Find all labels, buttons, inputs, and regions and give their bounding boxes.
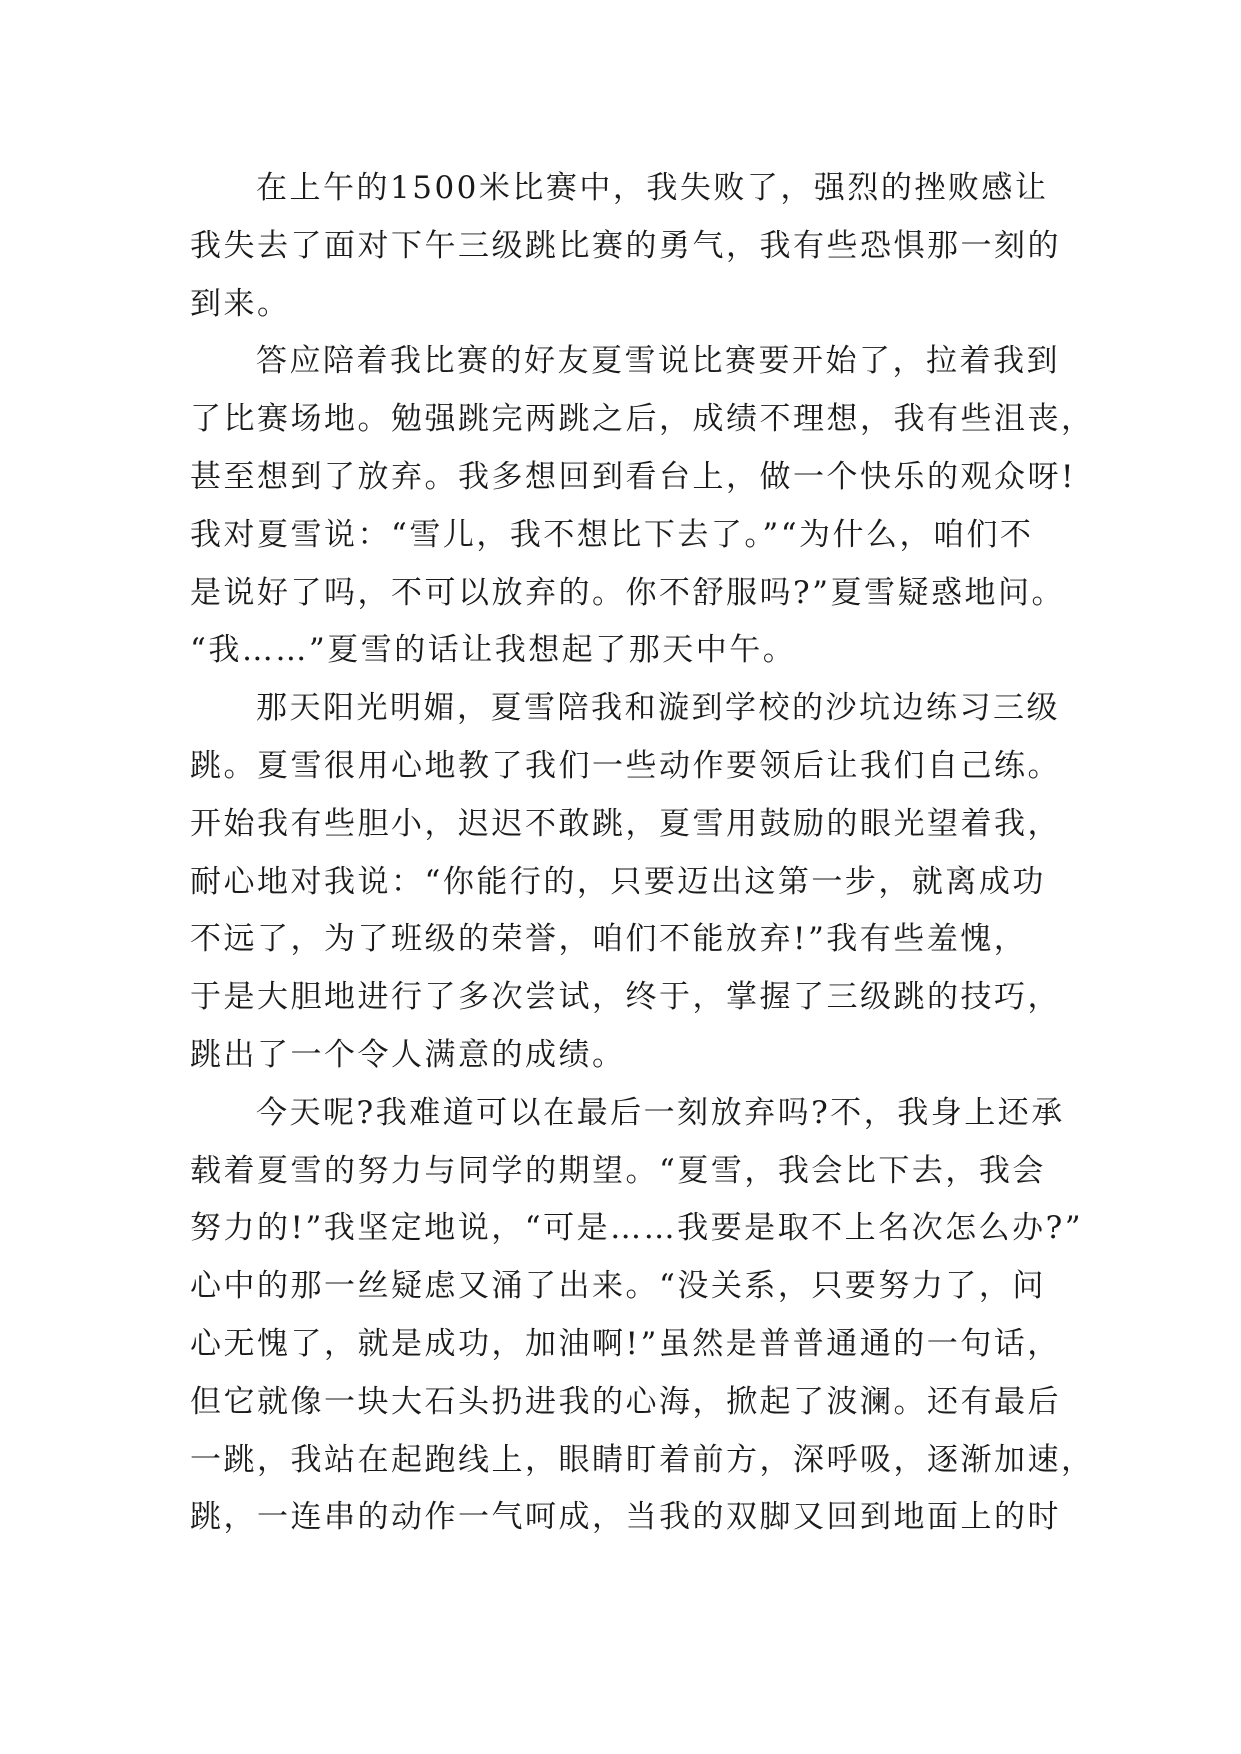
text-line: “我……”夏雪的话让我想起了那天中午。 <box>190 632 797 669</box>
text-line: 了比赛场地。勉强跳完两跳之后，成绩不理想，我有些沮丧， <box>190 401 1095 438</box>
text-line: 不远了，为了班级的荣誉，咱们不能放弃!”我有些羞愧， <box>190 921 1028 958</box>
text-line: 到来。 <box>190 285 291 322</box>
text-line: 一跳，我站在起跑线上，眼睛盯着前方，深呼吸，逐渐加速， <box>190 1441 1095 1478</box>
text-line: 心无愧了，就是成功，加油啊!”虽然是普普通通的一句话， <box>190 1325 1061 1362</box>
text-line: 但它就像一块大石头扔进我的心海，掀起了波澜。还有最后 <box>190 1383 1061 1420</box>
text-line: 今天呢?我难道可以在最后一刻放弃吗?不，我身上还承 <box>256 1094 1065 1131</box>
text-line: 于是大胆地进行了多次尝试，终于，掌握了三级跳的技巧， <box>190 979 1061 1016</box>
text-line: 跳，一连串的动作一气呵成，当我的双脚又回到地面上的时 <box>190 1499 1061 1536</box>
text-line: 那天阳光明媚，夏雪陪我和漩到学校的沙坑边练习三级 <box>256 690 1060 727</box>
text-line: 我对夏雪说：“雪儿，我不想比下去了。”“为什么，咱们不 <box>190 516 1034 553</box>
essay-body <box>190 160 1095 1547</box>
text-line: 载着夏雪的努力与同学的期望。“夏雪，我会比下去，我会 <box>190 1152 1046 1189</box>
text-line: 心中的那一丝疑虑又涌了出来。“没关系，只要努力了，问 <box>190 1268 1046 1305</box>
text-line: 努力的!”我坚定地说，“可是……我要是取不上名次怎么办?” <box>190 1210 1084 1247</box>
text-line: 在上午的1500米比赛中，我失败了，强烈的挫败感让 <box>256 170 1049 206</box>
text-line: 跳出了一个令人满意的成绩。 <box>190 1036 626 1073</box>
text-line: 耐心地对我说：“你能行的，只要迈出这第一步，就离成功 <box>190 863 1046 900</box>
text-line: 我失去了面对下午三级跳比赛的勇气，我有些恐惧那一刻的 <box>190 227 1061 264</box>
text-line: 答应陪着我比赛的好友夏雪说比赛要开始了，拉着我到 <box>256 343 1060 380</box>
text-line: 是说好了吗，不可以放弃的。你不舒服吗?”夏雪疑惑地问。 <box>190 574 1065 611</box>
text-line: 甚至想到了放弃。我多想回到看台上，做一个快乐的观众呀! <box>190 458 1076 495</box>
text-line: 跳。夏雪很用心地教了我们一些动作要领后让我们自己练。 <box>190 747 1061 784</box>
text-line: 开始我有些胆小，迟迟不敢跳，夏雪用鼓励的眼光望着我， <box>190 805 1061 842</box>
